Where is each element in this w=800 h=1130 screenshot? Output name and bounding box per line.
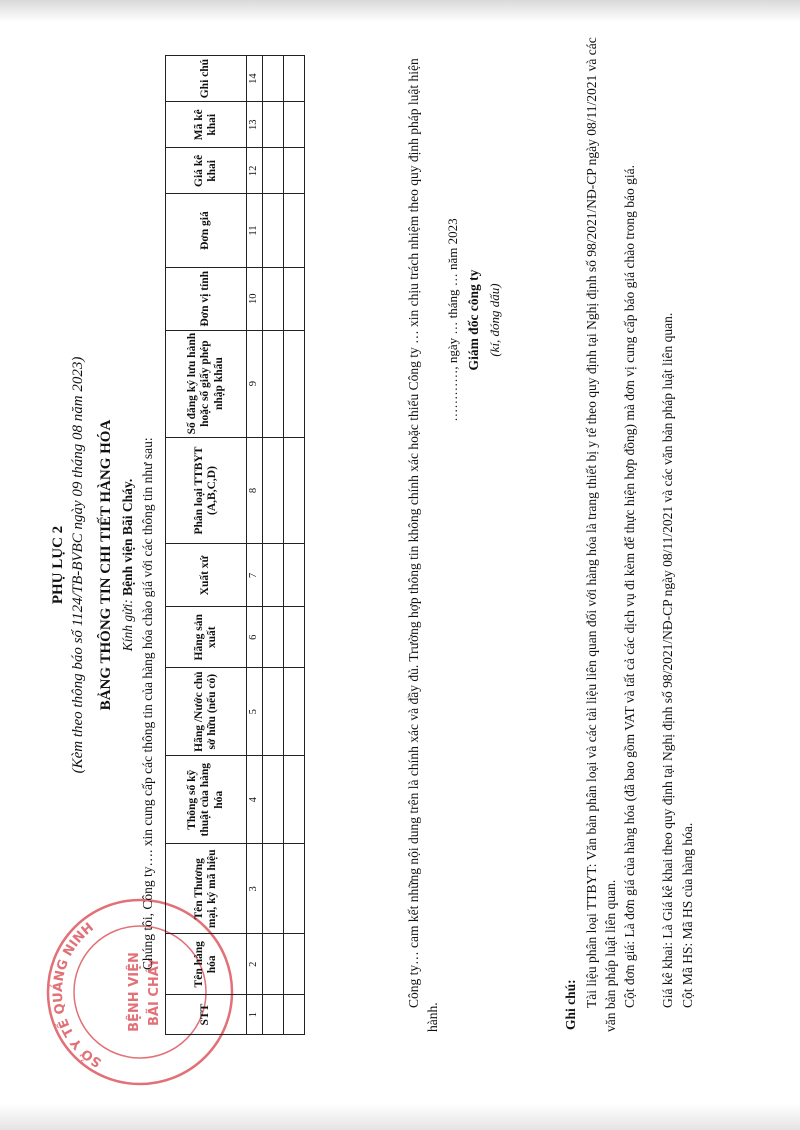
appendix-subtitle: (Kèm theo thông báo số 1124/TB-BVBC ngày 09 tháng 08 năm 2023): [70, 356, 86, 774]
appendix-title: PHỤ LỤC 2: [50, 525, 66, 605]
number-cell: 14: [247, 56, 263, 102]
number-cell: 3: [247, 844, 263, 934]
table-row: [284, 56, 305, 1035]
header-cell: Đơn giá: [166, 194, 247, 267]
header-cell: Hãng sản xuất: [166, 607, 247, 668]
number-cell: 9: [247, 330, 263, 437]
number-cell: 4: [247, 756, 263, 844]
commitment-text: Công ty… cam kết những nội dung trên là chính xác và đầy đủ. Trường hợp thông tin không chính xác hoặc thiếu Công ty … xin chịu trách nhiệm theo quy định pháp luật hiện hành.: [406, 58, 440, 1032]
header-cell: Thông số kỹ thuật của hàng hóa: [166, 756, 247, 844]
number-cell: 8: [247, 437, 263, 544]
note-item: Tài liệu phân loại TTBYT: Văn bản phân loại và các tài liệu liên quan đối với hàng hóa là trang thiết bị y tế theo quy định tại Nghị định số 98/2021/NĐ-CP ngày 08/11/2021 và các văn bản pháp luật liên quan.: [584, 37, 618, 1032]
recipient-name: Bệnh viện Bãi Cháy.: [120, 478, 135, 596]
number-cell: 7: [247, 544, 263, 607]
number-cell: 2: [247, 934, 263, 995]
date-line: …………, ngày … tháng … năm 2023: [445, 218, 460, 422]
header-cell: Giá kê khai: [166, 148, 247, 194]
header-cell: Tên Thương mại, ký mã hiệu: [166, 844, 247, 934]
recipient-prefix: Kính gửi:: [120, 599, 135, 652]
header-cell: STT: [166, 995, 247, 1035]
number-cell: 6: [247, 607, 263, 668]
table-title: BẢNG THÔNG TIN CHI TIẾT HÀNG HÓA: [98, 419, 114, 711]
header-cell: Xuất xứ: [166, 544, 247, 607]
intro-text: Chúng tôi, Công ty…. xin cung cấp các thông tin của hàng hóa chào giá với các thông tin như sau:: [140, 437, 155, 970]
number-cell: 10: [247, 267, 263, 330]
note-item: Cột đơn giá: Là đơn giá của hàng hóa (đã bao gồm VAT và tất cả các dịch vụ đi kèm để thực hiện hợp đồng) mà đơn vị cung cấp báo giá chào trong báo giá.: [622, 164, 637, 1008]
header-cell: Tên hàng hóa: [166, 934, 247, 995]
note-item: Giá kê khai: Là Giá kê khai theo quy định tại Nghị định số 98/2021/NĐ-CP ngày 08/11/2021 và các văn bản pháp luật liên quan.: [660, 312, 675, 1008]
director-title: Giám đốc công ty: [466, 269, 481, 371]
table-number-row: [247, 56, 263, 1035]
note-item: Cột Mã HS: Mã HS của hàng hóa.: [680, 822, 695, 1008]
recipient-line: [120, 0, 136, 1130]
header-cell: Phân loại TTBYT (A,B,C,D): [166, 437, 247, 544]
number-cell: 11: [247, 194, 263, 267]
signature-note: (kí, đóng dấu): [487, 283, 502, 357]
number-cell: 12: [247, 148, 263, 194]
number-cell: 5: [247, 668, 263, 756]
header-cell: Hãng /Nước chủ sở hữu (nếu có): [166, 668, 247, 756]
number-cell: 13: [247, 102, 263, 148]
header-cell: Mã kê khai: [166, 102, 247, 148]
stamp-ring-text: SỞ Y TẾ QUẢNG NINH: [50, 920, 105, 1070]
table-header-row: [166, 56, 247, 1035]
stamp-text-top: BỆNH VIỆN: [127, 952, 142, 1032]
header-cell: Đơn vị tính: [166, 267, 247, 330]
header-cell: Ghi chú: [166, 56, 247, 102]
goods-info-table: [165, 55, 305, 1035]
number-cell: 1: [247, 995, 263, 1035]
notes-title: Ghi chú:: [563, 979, 578, 1030]
stamp-text-bottom: BÃI CHÁY: [147, 958, 162, 1026]
table-row: [263, 56, 284, 1035]
header-cell: Số đăng ký lưu hành hoặc số giấy phép nhập khẩu: [166, 330, 247, 437]
